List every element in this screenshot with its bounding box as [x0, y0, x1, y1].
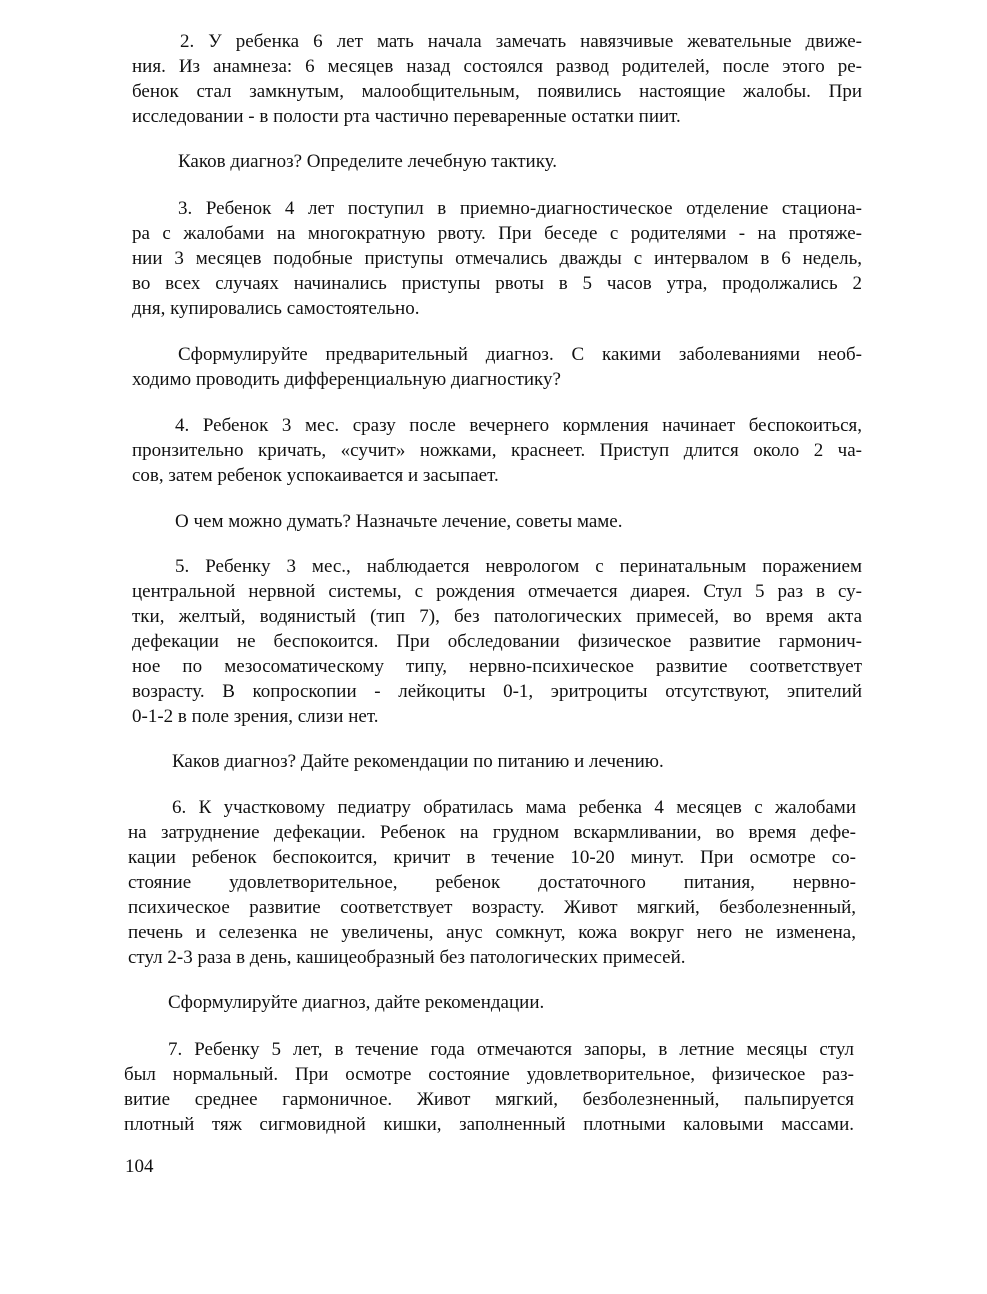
text-line: 3. Ребенок 4 лет поступил в приемно-диагностическое отделение стациона- — [178, 198, 862, 219]
text-line: 7. Ребенку 5 лет, в течение года отмечаются запоры, в летние месяцы стул — [168, 1039, 854, 1060]
text-line: дня, купировались самостоятельно. — [132, 298, 420, 319]
text-line: 2. У ребенка 6 лет мать начала замечать навязчивые жевательные движе- — [180, 31, 862, 52]
question-line: О чем можно думать? Назначьте лечение, советы маме. — [175, 511, 623, 532]
question-line: Сформулируйте диагноз, дайте рекомендации. — [168, 992, 545, 1013]
text-line: 0-1-2 в поле зрения, слизи нет. — [132, 706, 379, 727]
text-line: стояние удовлетворительное, ребенок достаточного питания, нервно- — [128, 872, 856, 893]
text-line: центральной нервной системы, с рождения отмечается диарея. Стул 5 раз в су- — [132, 581, 862, 602]
text-line: возрасту. В копроскопии - лейкоциты 0-1, эритроциты отсутствуют, эпителий — [132, 681, 862, 702]
text-line: дефекации не беспокоится. При обследовании физическое развитие гармонич- — [132, 631, 862, 652]
text-line: печень и селезенка не увеличены, анус сомкнут, кожа вокруг него не изменена, — [128, 922, 856, 943]
text-line: на затруднение дефекации. Ребенок на грудном вскармливании, во время дефе- — [128, 822, 856, 843]
text-line: 4. Ребенок 3 мес. сразу после вечернего кормления начинает беспокоиться, — [175, 415, 862, 436]
question-line: Каков диагноз? Дайте рекомендации по питанию и лечению. — [172, 751, 664, 772]
text-line: бенок стал замкнутым, малообщительным, появились настоящие жалобы. При — [132, 81, 862, 102]
text-line: витие среднее гармоничное. Живот мягкий, безболезненный, пальпируется — [124, 1089, 854, 1110]
text-line: во всех случаях начинались приступы рвоты в 5 часов утра, продолжались 2 — [132, 273, 862, 294]
text-line: сов, затем ребенок успокаивается и засыпает. — [132, 465, 499, 486]
text-line: 5. Ребенку 3 мес., наблюдается неврологом с перинатальным поражением — [175, 556, 862, 577]
text-line: исследовании - в полости рта частично переваренные остатки пиит. — [132, 106, 681, 127]
question-line: Сформулируйте предварительный диагноз. С какими заболеваниями необ- — [178, 344, 862, 365]
text-line: стул 2-3 раза в день, кашицеобразный без патологических примесей. — [128, 947, 686, 968]
question-line: ходимо проводить дифференциальную диагностику? — [132, 369, 561, 390]
page-number: 104 — [125, 1156, 154, 1177]
text-line: нии 3 месяцев подобные приступы отмечались дважды с интервалом в 6 недель, — [132, 248, 862, 269]
text-line: ное по мезосоматическому типу, нервно-психическое развитие соответствует — [132, 656, 862, 677]
text-line: ния. Из анамнеза: 6 месяцев назад состоялся развод родителей, после этого ре- — [132, 56, 862, 77]
text-line: был нормальный. При осмотре состояние удовлетворительное, физическое раз- — [124, 1064, 854, 1085]
text-line: тки, желтый, водянистый (тип 7), без патологических примесей, во время акта — [132, 606, 862, 627]
text-line: ра с жалобами на многократную рвоту. При беседе с родителями - на протяже- — [132, 223, 862, 244]
question-line: Каков диагноз? Определите лечебную тактику. — [178, 151, 558, 172]
text-line: 6. К участковому педиатру обратилась мама ребенка 4 месяцев с жалобами — [172, 797, 856, 818]
text-line: плотный тяж сигмовидной кишки, заполненный плотными каловыми массами. — [124, 1114, 854, 1135]
text-line: пронзительно кричать, «сучит» ножками, краснеет. Приступ длится около 2 ча- — [132, 440, 862, 461]
text-line: кации ребенок беспокоится, кричит в течение 10-20 минут. При осмотре со- — [128, 847, 856, 868]
text-line: психическое развитие соответствует возрасту. Живот мягкий, безболезненный, — [128, 897, 856, 918]
